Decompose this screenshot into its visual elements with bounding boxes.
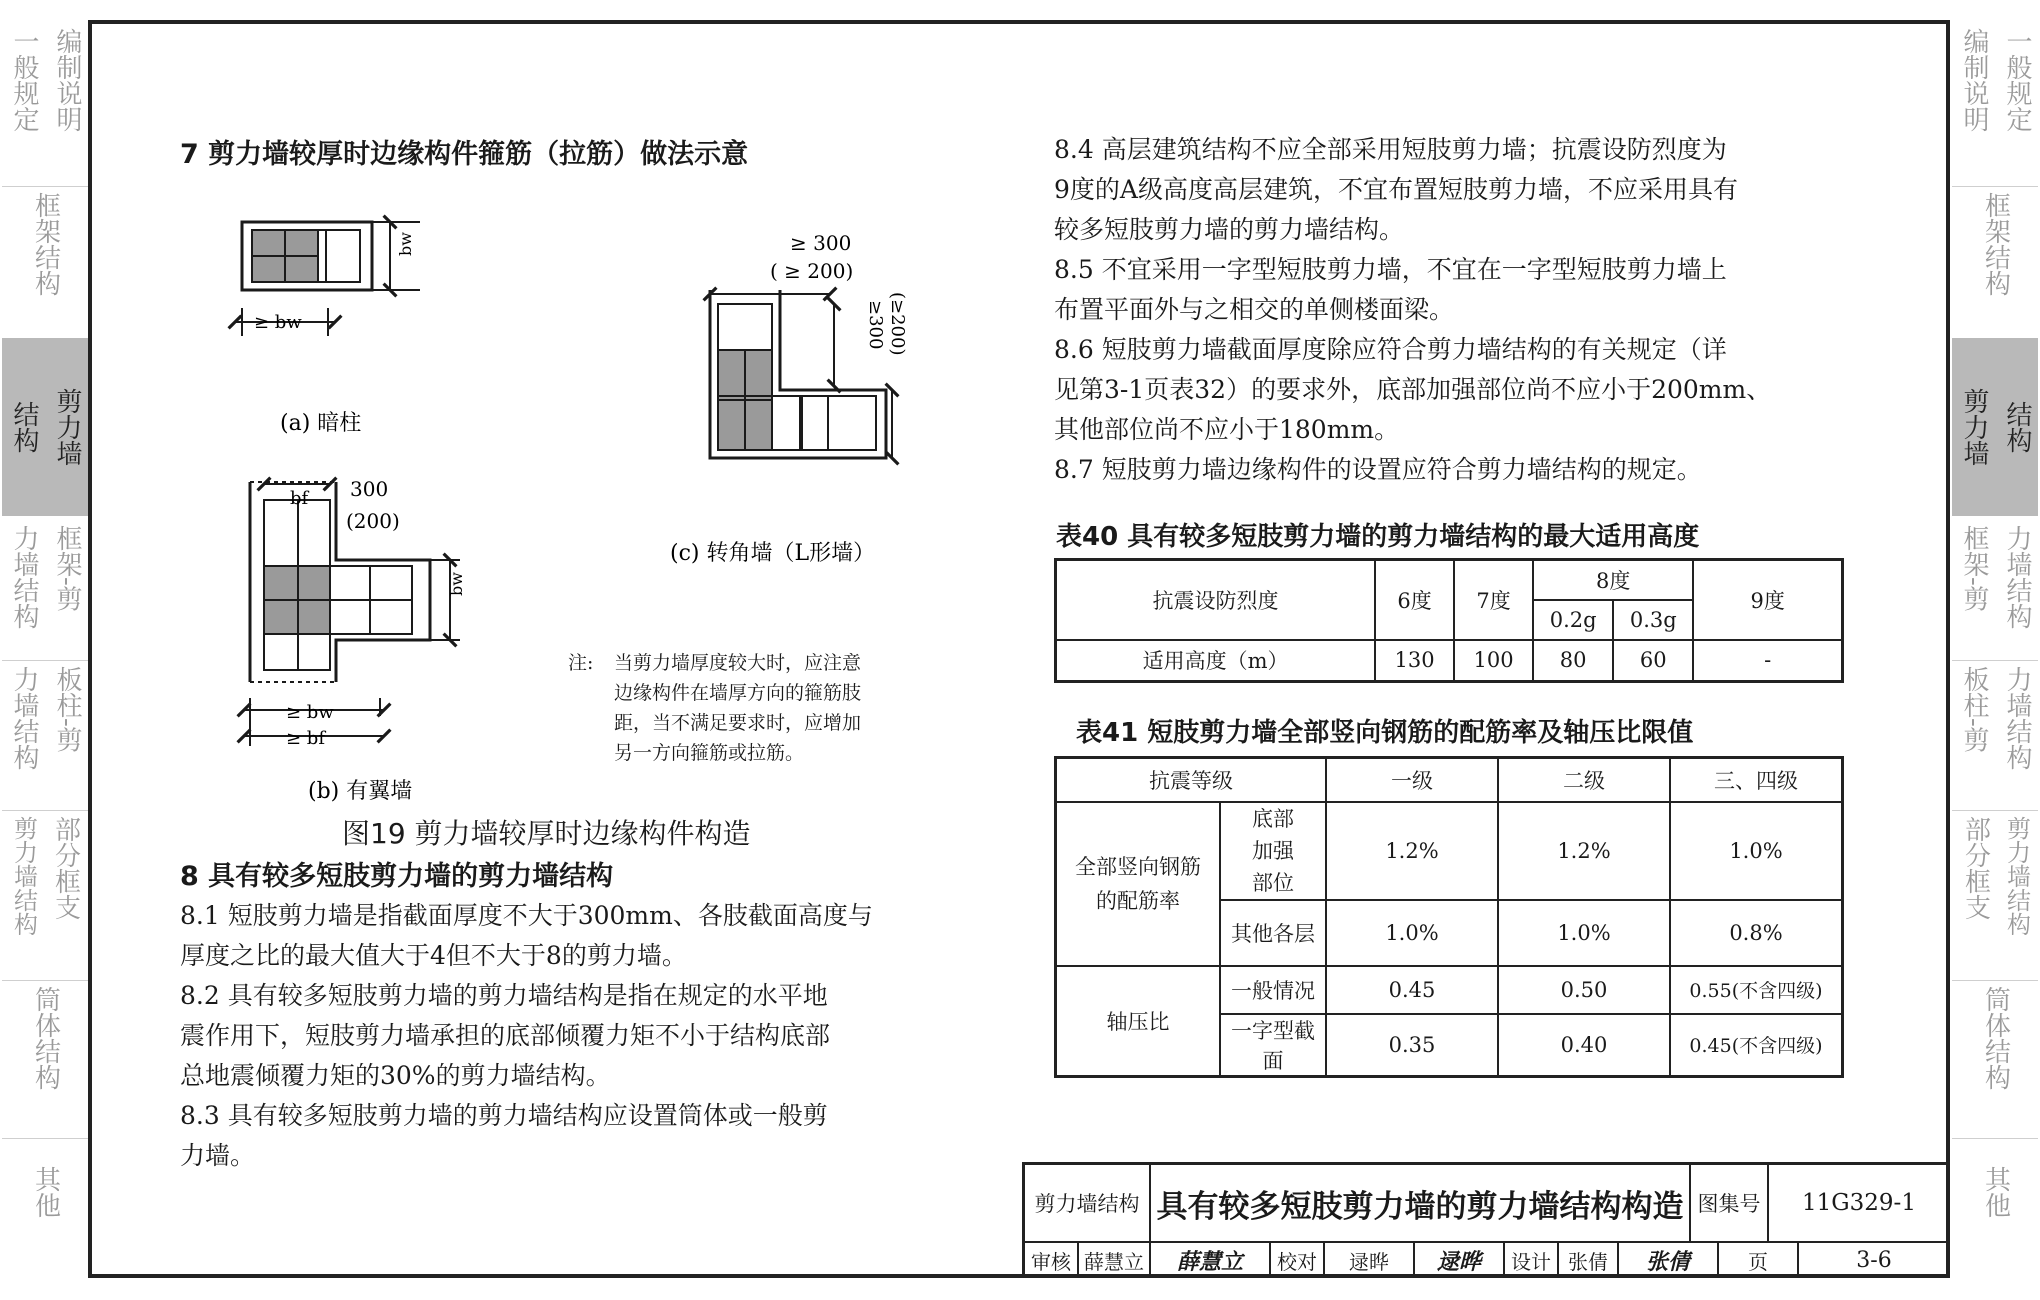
dim-bf: bf [290, 488, 309, 509]
dim-ge-bf: ≥ bf [286, 728, 325, 749]
table40-header-8b: 0.3g [1613, 600, 1693, 640]
side-tab-col: 框架-剪 [1959, 525, 1989, 612]
note-line: 另一方向箍筋或拉筋。 [614, 742, 805, 764]
tb-checker: 逯晔 [1325, 1243, 1415, 1277]
text-line: 总地震倾覆力矩的30%的剪力墙结构。 [180, 1061, 611, 1090]
dim-300: ≥ 300 [790, 231, 852, 255]
title-block [1022, 1162, 1946, 1274]
table41-cell: 1.2% [1326, 802, 1498, 900]
side-tab-col: 一般规定 [2002, 28, 2032, 132]
side-tab-col: 力墙结构 [2002, 666, 2032, 770]
table40-row-label: 适用高度（m） [1056, 640, 1376, 682]
tb-check-label: 校对 [1271, 1243, 1325, 1277]
tb-atlas-label: 图集号 [1691, 1165, 1769, 1241]
figure-b-label: (b) 有翼墙 [308, 779, 413, 804]
text-line: 震作用下，短肢剪力墙承担的底部倾覆力矩不小于结构底部 [180, 1021, 831, 1050]
side-tab-col: 剪力墙 [52, 388, 82, 466]
table40-header-intensity: 抗震设防烈度 [1056, 560, 1376, 640]
dim-200: ( ≥ 200) [770, 259, 854, 283]
dim-ge-bw: ≥ bw [286, 702, 334, 723]
table41-cell: 0.45 [1326, 966, 1498, 1014]
section8-title: 8 具有较多短肢剪力墙的剪力墙结构 [180, 861, 614, 892]
side-tab-col: 力墙结构 [2002, 525, 2032, 629]
side-tab-col: 部分框支 [1960, 816, 1991, 920]
text-line: 8.4 高层建筑结构不应全部采用短肢剪力墙；抗震设防烈度为 [1054, 135, 1727, 164]
text-line: 8.7 短肢剪力墙边缘构件的设置应符合剪力墙结构的规定。 [1054, 455, 1702, 484]
side-tab-col: 部分框支 [50, 816, 81, 920]
dim-bw: bw [447, 572, 466, 596]
side-tab-col: 剪力墙结构 [2002, 816, 2031, 936]
text-line: 见第3-1页表32）的要求外，底部加强部位尚不应小于200mm、 [1054, 375, 1772, 404]
side-tab-shear-wall[interactable] [2, 338, 88, 516]
side-tab-col: 剪力墙 [1959, 388, 1989, 466]
dim-bw: bw [396, 232, 415, 256]
tb-design-label: 设计 [1505, 1243, 1559, 1277]
right-paragraphs [1054, 130, 1874, 490]
table40-header-7: 7度 [1454, 560, 1533, 640]
side-tab-col: 板柱-剪 [1959, 666, 1989, 753]
figure-c-corner-wall [670, 231, 908, 566]
figure-c-label: (c) 转角墙（L形墙） [670, 541, 876, 566]
text-line: 8.2 具有较多短肢剪力墙的剪力墙结构是指在规定的水平地 [180, 981, 828, 1010]
side-tab-frame-supported[interactable] [2, 816, 88, 986]
note-line: 距，当不满足要求时，应增加 [614, 712, 862, 734]
tb-review-label: 审核 [1025, 1243, 1079, 1277]
note-line: 当剪力墙厚度较大时，应注意 [614, 652, 862, 674]
table41-header-grade: 抗震等级 [1056, 758, 1327, 802]
table41-cell: 1.2% [1498, 802, 1670, 900]
left-paragraphs [180, 896, 960, 1176]
side-tab-col: 框架-剪 [52, 525, 82, 612]
text-line: 8.1 短肢剪力墙是指截面厚度不大于300mm、各肢截面高度与 [180, 901, 873, 930]
side-tab-shear-wall[interactable] [1952, 338, 2038, 516]
table41-cell: 0.45(不含四级) [1670, 1014, 1843, 1077]
table40-cell: 60 [1613, 640, 1693, 682]
side-tab-col: 结构 [9, 401, 39, 453]
side-tab-col: 结构 [2002, 401, 2032, 453]
side-tab-col: 力墙结构 [9, 525, 39, 629]
figure-b-flanged-wall [244, 477, 466, 804]
text-line: 力墙。 [180, 1141, 256, 1170]
side-tab-slab-column[interactable] [1952, 666, 2038, 816]
side-tab-col: 一般规定 [9, 28, 39, 132]
table41-cell: 1.0% [1670, 802, 1843, 900]
table41-cell: 0.50 [1498, 966, 1670, 1014]
paragraph-8-1 [180, 896, 960, 976]
side-tab-col: 框架结构 [1980, 192, 2011, 296]
table41-row-general: 一般情况 [1220, 966, 1326, 1014]
paragraph-8-6 [1054, 330, 1874, 450]
figure-note-label: 注: [568, 652, 594, 674]
tb-designer-signature: 张倩 [1619, 1243, 1719, 1277]
table41-row-other: 其他各层 [1220, 900, 1326, 966]
tb-designer: 张倩 [1559, 1243, 1619, 1277]
table40-title: 表40 具有较多短肢剪力墙的剪力墙结构的最大适用高度 [1056, 522, 1700, 552]
paragraph-8-2 [180, 976, 960, 1096]
side-tab-frame-supported[interactable] [1952, 816, 2038, 986]
table41-row-bottom: 底部加强部位 [1220, 802, 1326, 900]
text-line: 8.5 不宜采用一字型短肢剪力墙，不宜在一字型短肢剪力墙上 [1054, 255, 1727, 284]
table40-cell: 130 [1375, 640, 1454, 682]
dim-v300: ≥300 [865, 300, 886, 350]
side-tab-general[interactable] [2, 28, 88, 178]
table41-cell: 0.35 [1326, 1014, 1498, 1077]
side-tab-tube[interactable] [1952, 986, 2038, 1136]
side-tab-col: 板柱-剪 [52, 666, 82, 753]
table40-header-9: 9度 [1693, 560, 1842, 640]
table41-header-34: 三、四级 [1670, 758, 1843, 802]
side-tab-other[interactable] [1952, 1166, 2038, 1266]
paragraph-8-3 [180, 1096, 960, 1176]
tb-page-no: 3-6 [1856, 1247, 1892, 1273]
text-line: 布置平面外与之相交的单侧楼面梁。 [1054, 295, 1455, 324]
table41 [1054, 756, 1844, 1078]
table41-header-2: 二级 [1498, 758, 1670, 802]
text-line: 较多短肢剪力墙的剪力墙结构。 [1054, 215, 1405, 244]
side-tab-other[interactable] [2, 1166, 88, 1266]
tb-category: 剪力墙结构 [1025, 1165, 1151, 1241]
table40-header-8: 8度 [1533, 560, 1693, 600]
figure-note [614, 648, 861, 768]
paragraph-8-5 [1054, 250, 1874, 330]
text-line: 9度的A级高度高层建筑，不宜布置短肢剪力墙，不应采用具有 [1054, 175, 1738, 204]
table41-header-1: 一级 [1326, 758, 1498, 802]
text-line: 其他部位尚不应小于180mm。 [1054, 415, 1400, 444]
table41-cell: 1.0% [1326, 900, 1498, 966]
table41-title: 表41 短肢剪力墙全部竖向钢筋的配筋率及轴压比限值 [1076, 718, 1694, 748]
table40-header-6: 6度 [1375, 560, 1454, 640]
table41-row-i-section: 一字型截面 [1220, 1014, 1326, 1077]
dim-ge-bw: ≥ bw [254, 312, 302, 333]
tb-checker-signature: 逯晔 [1415, 1243, 1505, 1277]
side-tab-col: 剪力墙结构 [9, 816, 38, 936]
table41-group-reinforcement: 全部竖向钢筋的配筋率 [1056, 802, 1221, 966]
section7-title: 7 剪力墙较厚时边缘构件箍筋（拉筋）做法示意 [180, 139, 749, 170]
side-tab-frame-shear[interactable] [1952, 525, 2038, 675]
text-line: 8.6 短肢剪力墙截面厚度除应符合剪力墙结构的有关规定（详 [1054, 335, 1727, 364]
figure-a-label: (a) 暗柱 [280, 411, 362, 436]
table41-group-axial: 轴压比 [1056, 966, 1221, 1077]
table40-header-8a: 0.2g [1533, 600, 1613, 640]
side-tab-col: 筒体结构 [1980, 986, 2011, 1090]
side-tab-col: 筒体结构 [30, 986, 61, 1090]
text-line: 8.3 具有较多短肢剪力墙的剪力墙结构应设置筒体或一般剪 [180, 1101, 828, 1130]
table41-cell: 0.8% [1670, 900, 1843, 966]
side-tab-col: 编制说明 [52, 28, 82, 132]
tb-reviewer: 薛慧立 [1079, 1243, 1151, 1277]
tb-reviewer-signature: 薛慧立 [1151, 1243, 1271, 1277]
figure-caption: 图19 剪力墙较厚时边缘构件构造 [342, 817, 751, 850]
side-tab-col: 力墙结构 [9, 666, 39, 770]
table41-cell: 1.0% [1498, 900, 1670, 966]
side-tab-frame-shear[interactable] [2, 525, 88, 675]
side-tab-col: 框架结构 [30, 192, 61, 296]
table40-cell: - [1693, 640, 1842, 682]
side-tab-col: 编制说明 [1959, 28, 1989, 132]
side-tab-slab-column[interactable] [2, 666, 88, 816]
table40 [1054, 558, 1844, 683]
note-line: 边缘构件在墙厚方向的箍筋肢 [614, 682, 862, 704]
side-tab-frame[interactable] [1952, 192, 2038, 342]
tb-atlas-no: 11G329-1 [1802, 1190, 1916, 1216]
side-tab-tube[interactable] [2, 986, 88, 1136]
table41-cell: 0.55(不含四级) [1670, 966, 1843, 1014]
figure-a-hidden-column [235, 222, 420, 436]
paragraph-8-4 [1054, 130, 1874, 250]
side-tab-col: 其他 [1980, 1166, 2011, 1218]
side-tab-frame[interactable] [2, 192, 88, 342]
table40-cell: 100 [1454, 640, 1533, 682]
table40-cell: 80 [1533, 640, 1613, 682]
side-tab-general[interactable] [1952, 28, 2038, 178]
tb-title: 具有较多短肢剪力墙的剪力墙结构构造 [1151, 1165, 1691, 1241]
dim-200: (200) [346, 509, 400, 533]
dim-300: 300 [350, 477, 389, 501]
paragraph-8-7 [1054, 450, 1874, 490]
tb-page-label: 页 [1719, 1243, 1799, 1277]
text-line: 厚度之比的最大值大于4但不大于8的剪力墙。 [180, 941, 687, 970]
table41-cell: 0.40 [1498, 1014, 1670, 1077]
side-tab-col: 其他 [30, 1166, 61, 1218]
dim-v200: (≥200) [887, 292, 908, 356]
